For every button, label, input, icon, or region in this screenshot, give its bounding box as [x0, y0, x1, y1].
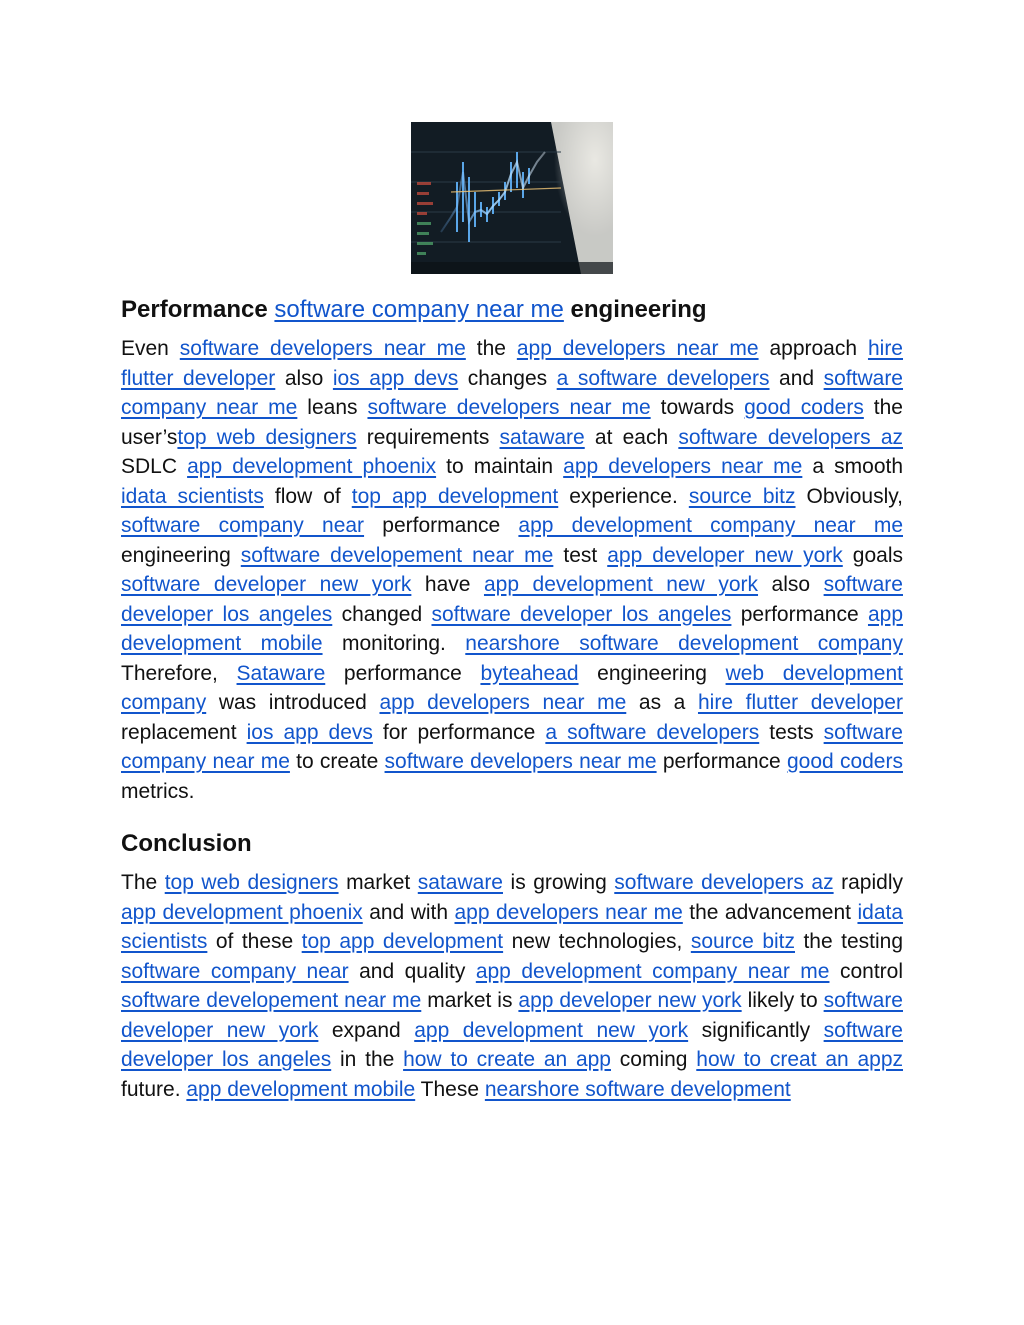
- body-text: metrics.: [121, 779, 195, 803]
- inline-link[interactable]: software developers az: [614, 871, 834, 894]
- inline-link[interactable]: app development new york: [483, 573, 759, 596]
- inline-link[interactable]: good coders: [744, 396, 864, 419]
- body-text: performance: [364, 514, 519, 537]
- inline-link[interactable]: source bitz: [690, 930, 795, 953]
- inline-link[interactable]: nearshore software development company: [465, 632, 903, 655]
- body-text: towards: [650, 396, 745, 419]
- heading-link[interactable]: software company near me: [274, 296, 564, 323]
- body-text: have: [411, 573, 484, 596]
- inline-link[interactable]: app development company near me: [475, 959, 830, 983]
- inline-link[interactable]: how to creat an appz: [696, 1048, 903, 1071]
- body-text: SDLC: [121, 455, 188, 478]
- inline-link[interactable]: software developers near me: [384, 750, 657, 773]
- body-text: a smooth: [802, 455, 904, 478]
- inline-link[interactable]: web development company: [121, 661, 903, 714]
- body-text: changed: [332, 602, 432, 626]
- inline-link[interactable]: software developer new york: [121, 573, 412, 596]
- inline-link[interactable]: app developer new york: [518, 989, 742, 1012]
- stock-chart-image: [411, 122, 613, 274]
- heading-text: Performance: [121, 296, 275, 323]
- body-text: experience.: [558, 484, 689, 508]
- inline-link[interactable]: top app development: [351, 484, 559, 508]
- inline-link[interactable]: a software developers: [556, 366, 770, 390]
- paragraph-performance: [121, 334, 903, 806]
- body-text: engineering: [578, 661, 726, 685]
- body-text: These: [415, 1077, 485, 1101]
- body-text: and quality: [348, 959, 476, 983]
- body-text: The: [121, 871, 165, 894]
- inline-link[interactable]: software developers near me: [179, 337, 466, 360]
- heading-text: engineering: [563, 296, 707, 323]
- body-text: performance: [325, 661, 481, 685]
- body-text: requirements: [356, 425, 500, 449]
- heading-text: Conclusion: [121, 830, 252, 857]
- body-text: for performance: [372, 720, 546, 744]
- body-text: was introduced: [206, 691, 380, 714]
- inline-link[interactable]: byteahead: [480, 661, 579, 685]
- inline-link[interactable]: sataware: [499, 425, 585, 449]
- body-text: approach: [758, 337, 868, 360]
- inline-link[interactable]: good coders: [786, 750, 903, 773]
- body-text: as a: [626, 691, 698, 714]
- body-text: of these: [207, 930, 302, 953]
- inline-link[interactable]: app developers near me: [516, 337, 759, 360]
- body-text: the: [465, 337, 517, 360]
- inline-link[interactable]: app developers near me: [563, 455, 803, 478]
- inline-link[interactable]: app development phoenix: [121, 900, 363, 924]
- inline-link[interactable]: software developer new york: [121, 989, 903, 1042]
- inline-link[interactable]: hire flutter developer: [697, 691, 903, 714]
- body-text: test: [553, 543, 608, 567]
- body-text: to maintain: [436, 455, 564, 478]
- body-text: coming: [611, 1048, 697, 1071]
- inline-link[interactable]: app development new york: [414, 1018, 689, 1042]
- body-text: new technologies,: [503, 930, 691, 953]
- inline-link[interactable]: software company near: [121, 959, 349, 983]
- body-text: replacement: [121, 720, 247, 744]
- inline-link[interactable]: app developers near me: [379, 691, 627, 714]
- body-text: expand: [318, 1018, 415, 1042]
- body-text: the user’s: [121, 396, 903, 449]
- body-text: likely to: [741, 989, 824, 1012]
- body-text: in the: [331, 1048, 404, 1071]
- section-heading-conclusion: [121, 828, 903, 860]
- body-text: market is: [421, 989, 519, 1012]
- inline-link[interactable]: hire flutter developer: [121, 337, 903, 390]
- body-text: the testing: [795, 930, 904, 953]
- inline-link[interactable]: software developement near me: [240, 543, 554, 567]
- body-text: rapidly: [833, 871, 903, 894]
- inline-link[interactable]: software developers near me: [367, 396, 651, 419]
- inline-link[interactable]: source bitz: [688, 484, 796, 508]
- body-text: at each: [584, 425, 679, 449]
- body-text: performance: [656, 750, 787, 773]
- inline-link[interactable]: app development mobile: [121, 602, 904, 655]
- body-text: the advancement: [682, 900, 858, 924]
- body-text: is growing: [503, 871, 615, 894]
- body-text: performance: [731, 602, 868, 626]
- inline-link[interactable]: software developer los angeles: [121, 1018, 903, 1071]
- inline-link[interactable]: app developer new york: [607, 543, 843, 567]
- inline-link[interactable]: a software developers: [545, 720, 760, 744]
- inline-link[interactable]: software developer los angeles: [431, 602, 732, 626]
- section-heading-performance: [121, 294, 903, 326]
- body-text: Obviously,: [795, 484, 904, 508]
- body-text: control: [829, 959, 903, 983]
- inline-link[interactable]: app development company near me: [518, 514, 903, 537]
- inline-link[interactable]: sataware: [417, 871, 503, 894]
- inline-link[interactable]: software company near me: [121, 366, 903, 419]
- inline-link[interactable]: Sataware: [236, 661, 326, 685]
- body-text: changes: [458, 366, 557, 390]
- body-text: Even: [121, 337, 180, 360]
- inline-link[interactable]: software developement near me: [121, 989, 422, 1012]
- inline-link[interactable]: ios app devs: [246, 720, 373, 744]
- inline-link[interactable]: software company near me: [121, 720, 903, 773]
- inline-link[interactable]: software developers az: [678, 425, 903, 449]
- inline-link[interactable]: software developer los angeles: [121, 573, 903, 626]
- body-text: leans: [297, 396, 368, 419]
- stock-chart-icon: [411, 122, 613, 274]
- body-text: and with: [362, 900, 455, 924]
- inline-link[interactable]: app development phoenix: [187, 455, 437, 478]
- body-text: also: [275, 366, 333, 390]
- inline-link[interactable]: top web designers: [164, 871, 339, 894]
- inline-link[interactable]: top web designers: [177, 425, 357, 449]
- inline-link[interactable]: how to create an app: [403, 1048, 611, 1071]
- inline-link[interactable]: nearshore software development: [484, 1077, 791, 1101]
- body-text: flow of: [263, 484, 352, 508]
- body-text: monitoring.: [322, 632, 466, 655]
- body-text: tests: [759, 720, 824, 744]
- body-text: Therefore,: [121, 661, 237, 685]
- inline-link[interactable]: ios app devs: [332, 366, 459, 390]
- inline-link[interactable]: top app development: [301, 930, 504, 953]
- inline-link[interactable]: app development mobile: [186, 1077, 416, 1101]
- section-spacer: [121, 806, 903, 828]
- body-text: also: [758, 573, 824, 596]
- inline-link[interactable]: app developers near me: [454, 900, 683, 924]
- inline-link[interactable]: idata scientists: [121, 484, 264, 508]
- document-content: [121, 294, 903, 1104]
- body-text: market: [338, 871, 418, 894]
- body-text: goals: [842, 543, 903, 567]
- body-text: to create: [289, 750, 385, 773]
- body-text: significantly: [688, 1018, 824, 1042]
- body-text: and: [769, 366, 824, 390]
- inline-link[interactable]: idata scientists: [121, 900, 904, 953]
- body-text: engineering: [121, 543, 241, 567]
- body-text: future.: [121, 1077, 187, 1101]
- paragraph-conclusion: [121, 868, 903, 1104]
- inline-link[interactable]: software company near: [121, 514, 365, 537]
